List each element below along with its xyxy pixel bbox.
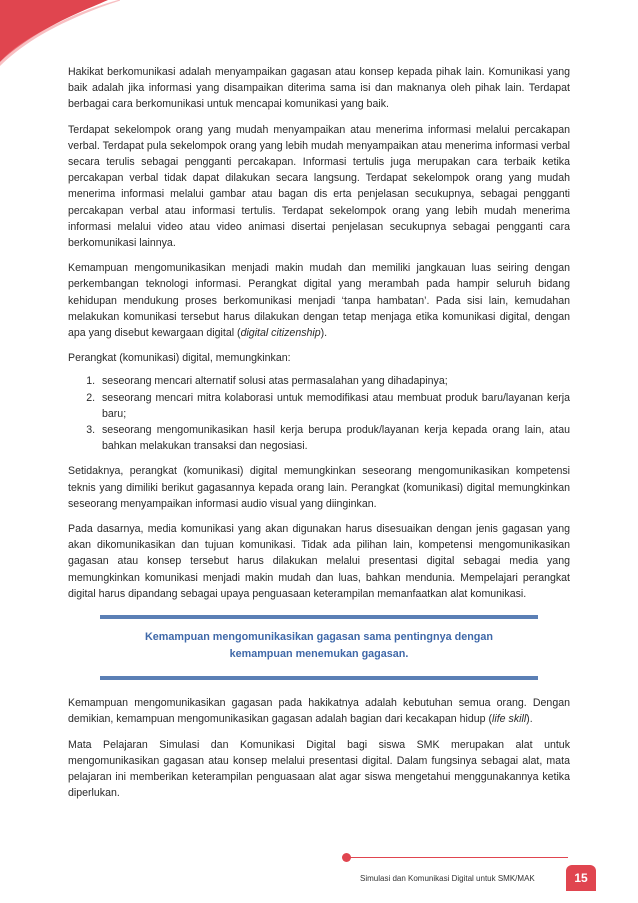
paragraph-3-text: Kemampuan mengomunikasikan menjadi makin mudah dan memiliki jangkauan luas seiring dengan perkembangan teknologi informasi. Perangkat digital yang merambah pada hampir seluruh bidang kehidupan mendukung proses berkomunikasi menjadi ‘tanpa hambatan’. Pada sisi lain, kemudahan melakukan komunikasi tersebut harus dilakukan dengan tetap menjaga etika komunikasi digital, dengan apa yang disebut kewargaan digital ( [68, 262, 570, 340]
paragraph-3-italic: digital citizenship [240, 327, 321, 340]
paragraph-7-end: ). [526, 713, 533, 726]
paragraph-2: Terdapat sekelompok orang yang mudah menyampaikan atau menerima informasi melalui percakapan verbal. Terdapat pula sekelompok orang yang lebih mudah menyampaikan atau menerima informasi verbal secara terulis sebagai pengganti percakapan. Informasi tertulis juga merupakan cara terbaik ketika percakapan verbal tidak dapat dilakukan secara langsung. Terdapat sekelompok orang yang mudah menerima informasi melalui gambar atau bagan dis erta penjelasan secukupnya, sebagai pengganti percakapan verbal atau informasi tertulis. Terdapat sekelompok orang yang lebih mudah menerima informasi melalui video atau video animasi disertai penjelasan secukupnya sebagai pengganti cara berkomunikasi lainnya. [68, 123, 570, 250]
list-item: 1. seseorang mencari alternatif solusi atas permasalahan yang dihadapinya; [98, 373, 570, 389]
footer-book-title: Simulasi dan Komunikasi Digital untuk SMK/MAK [360, 874, 535, 883]
paragraph-8: Mata Pelajaran Simulasi dan Komunikasi Digital bagi siswa SMK merupakan alat untuk mengomunikasikan gagasan atau konsep melalui presentasi digital. Dalam fungsinya sebagai alat, mata pelajaran ini memberikan keterampilan penguasaan alat agar siswa mengetahui menggunakannya ketika diperlukan. [68, 738, 570, 800]
callout-box [100, 615, 538, 680]
callout-line-1: Kemampuan mengomunikasikan gagasan sama pentingnya dengan [145, 631, 493, 644]
paragraph-3 [68, 260, 570, 341]
numbered-list [68, 373, 570, 454]
paragraph-5: Setidaknya, perangkat (komunikasi) digital memungkinkan seseorang mengomunikasikan kompetensi teknis yang dimiliki berikut gagasannya kepada orang lain. Perangkat (komunikasi) digital memungkinkan seseorang menyampaikan informasi audio visual yang diinginkan. [68, 465, 570, 510]
paragraph-4: Perangkat (komunikasi) digital, memungkinkan: [68, 352, 291, 365]
callout-line-2: kemampuan menemukan gagasan. [229, 648, 409, 661]
paragraph-6: Pada dasarnya, media komunikasi yang akan digunakan harus disesuaikan dengan jenis gagasan yang akan dikomunikasikan dan tujuan komunikasi. Tidak ada pilihan lain, kompetensi mengomunikasikan gagasan atau konsep tersebut harus dilakukan melalui presentasi digital sebagai media yang memungkinkan komunikasi menjadi makin mudah dan luas, bahkan mendunia. Mempelajari perangkat digital harus dipandang sebagai upaya penguasaan keterampilan memanfaatkan alat komunikasi. [68, 523, 570, 600]
paragraph-7-italic: life skill [492, 713, 527, 726]
list-item: 3. seseorang mengomunikasikan hasil kerja berupa produk/layanan kerja kepada orang lain, atau bahkan melakukan transaksi dan negosiasi. [98, 422, 570, 454]
page-body [68, 64, 570, 810]
corner-swoosh-decoration [0, 0, 120, 70]
footer-rule [346, 857, 568, 858]
paragraph-3-end: ). [320, 327, 328, 340]
callout-text [100, 619, 538, 676]
paragraph-7-text: Kemampuan mengomunikasikan gagasan pada hakikatnya adalah kebutuhan semua orang. Dengan demikian, kemampuan mengomunikasikan gagasan adalah bagian dari kecakapan hidup ( [68, 697, 570, 726]
paragraph-7 [68, 695, 570, 727]
callout-bottom-rule [100, 676, 538, 680]
list-item: 2. seseorang mencari mitra kolaborasi untuk memodifikasi atau membuat produk baru/layanan kerja baru; [98, 390, 570, 422]
paragraph-1: Hakikat berkomunikasi adalah menyampaikan gagasan atau konsep kepada pihak lain. Komunikasi yang baik adalah jika informasi yang disampaikan diterima sama isi dan maknanya oleh pihak lain. Terdapat berbagai cara berkomunikasi untuk mencapai komunikasi yang baik. [68, 66, 570, 111]
page-number-badge: 15 [566, 865, 596, 891]
